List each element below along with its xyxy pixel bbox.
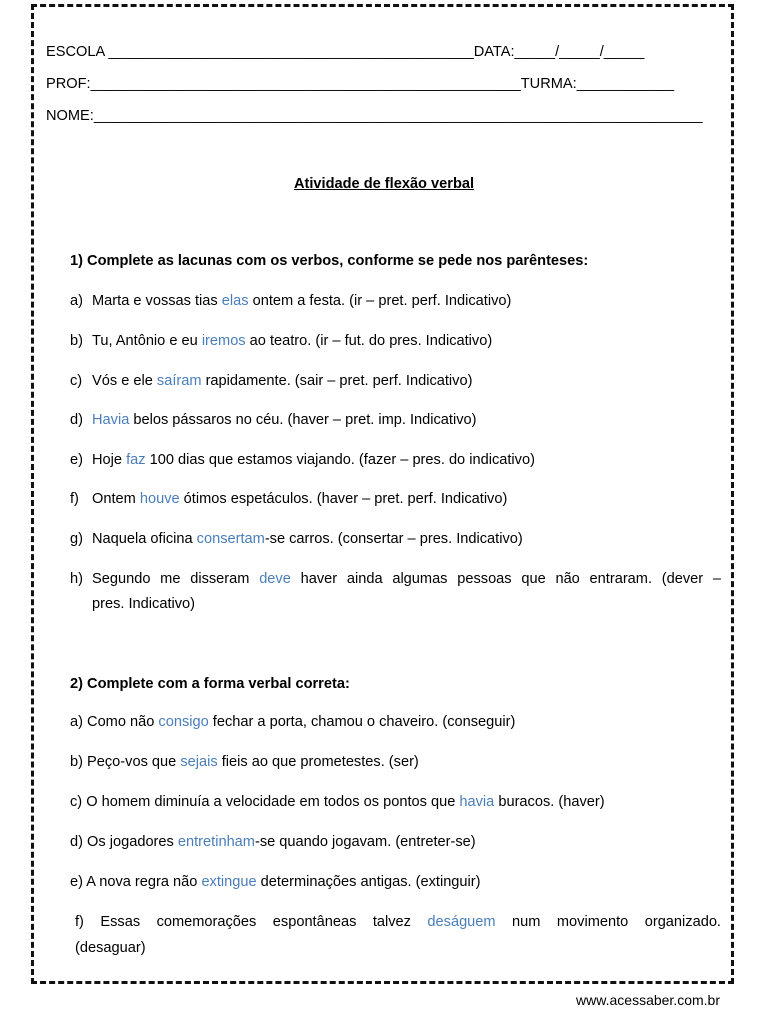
answer: deve	[259, 571, 291, 587]
q1-item-c: c) Vós e ele saíram rapidamente. (sair – pret. perf. Indicativo)	[70, 373, 473, 389]
footer-website: www.acessaber.com.br	[576, 992, 720, 1008]
q1-item-a: a) Marta e vossas tias elas ontem a festa. (ir – pret. perf. Indicativo)	[70, 293, 512, 309]
q1-item-h-label: h)	[70, 571, 83, 587]
q2-item-f: f) Essas comemorações espontâneas talvez deságuem num movimento organizado.	[75, 914, 721, 930]
answer: elas	[221, 293, 249, 309]
q1-item-b: b) Tu, Antônio e eu iremos ao teatro. (ir – fut. do pres. Indicativo)	[70, 333, 493, 349]
header-school-date: ESCOLA _____________________________________________DATA:_____/_____/_____	[46, 44, 645, 60]
answer: iremos	[201, 333, 246, 349]
answer: saíram	[156, 373, 202, 389]
header-name: NOME:___________________________________________________________________________	[46, 108, 703, 124]
q2-item-c: c) O homem diminuía a velocidade em todos os pontos que havia buracos. (haver)	[70, 794, 605, 810]
answer: faz	[126, 452, 146, 468]
q1-item-e: e) Hoje faz 100 dias que estamos viajando. (fazer – pres. do indicativo)	[70, 452, 535, 468]
q1-item-h-continuation: pres. Indicativo)	[92, 596, 196, 612]
answer: sejais	[180, 754, 218, 770]
q1-item-g: g) Naquela oficina consertam-se carros. (consertar – pres. Indicativo)	[70, 531, 523, 547]
q2-item-a: a) Como não consigo fechar a porta, chamou o chaveiro. (conseguir)	[70, 714, 516, 730]
q2-item-f-continuation: (desaguar)	[75, 940, 146, 956]
answer: extingue	[201, 874, 257, 890]
page-title: Atividade de flexão verbal	[293, 176, 475, 192]
answer: consigo	[158, 714, 209, 730]
q2-item-d: d) Os jogadores entretinham-se quando jogavam. (entreter-se)	[70, 834, 476, 850]
q1-item-h: Segundo me disseram deve haver ainda algumas pessoas que não entraram. (dever –	[92, 571, 722, 587]
answer: entretinham	[177, 834, 255, 850]
answer: havia	[459, 794, 495, 810]
q1-item-d: d) Havia belos pássaros no céu. (haver – pret. imp. Indicativo)	[70, 412, 477, 428]
header-teacher-class: PROF:_____________________________________________________TURMA:____________	[46, 76, 675, 92]
answer: deságuem	[427, 914, 496, 930]
question-1-heading: 1) Complete as lacunas com os verbos, conforme se pede nos parênteses:	[70, 253, 589, 269]
answer: Havia	[92, 412, 130, 428]
question-2-heading: 2) Complete com a forma verbal correta:	[70, 676, 350, 692]
q2-item-b: b) Peço-vos que sejais fieis ao que prometestes. (ser)	[70, 754, 419, 770]
answer: consertam	[196, 531, 265, 547]
q2-item-e: e) A nova regra não extingue determinações antigas. (extinguir)	[70, 874, 481, 890]
q1-item-f: f) Ontem houve ótimos espetáculos. (haver – pret. perf. Indicativo)	[70, 491, 508, 507]
answer: houve	[139, 491, 180, 507]
